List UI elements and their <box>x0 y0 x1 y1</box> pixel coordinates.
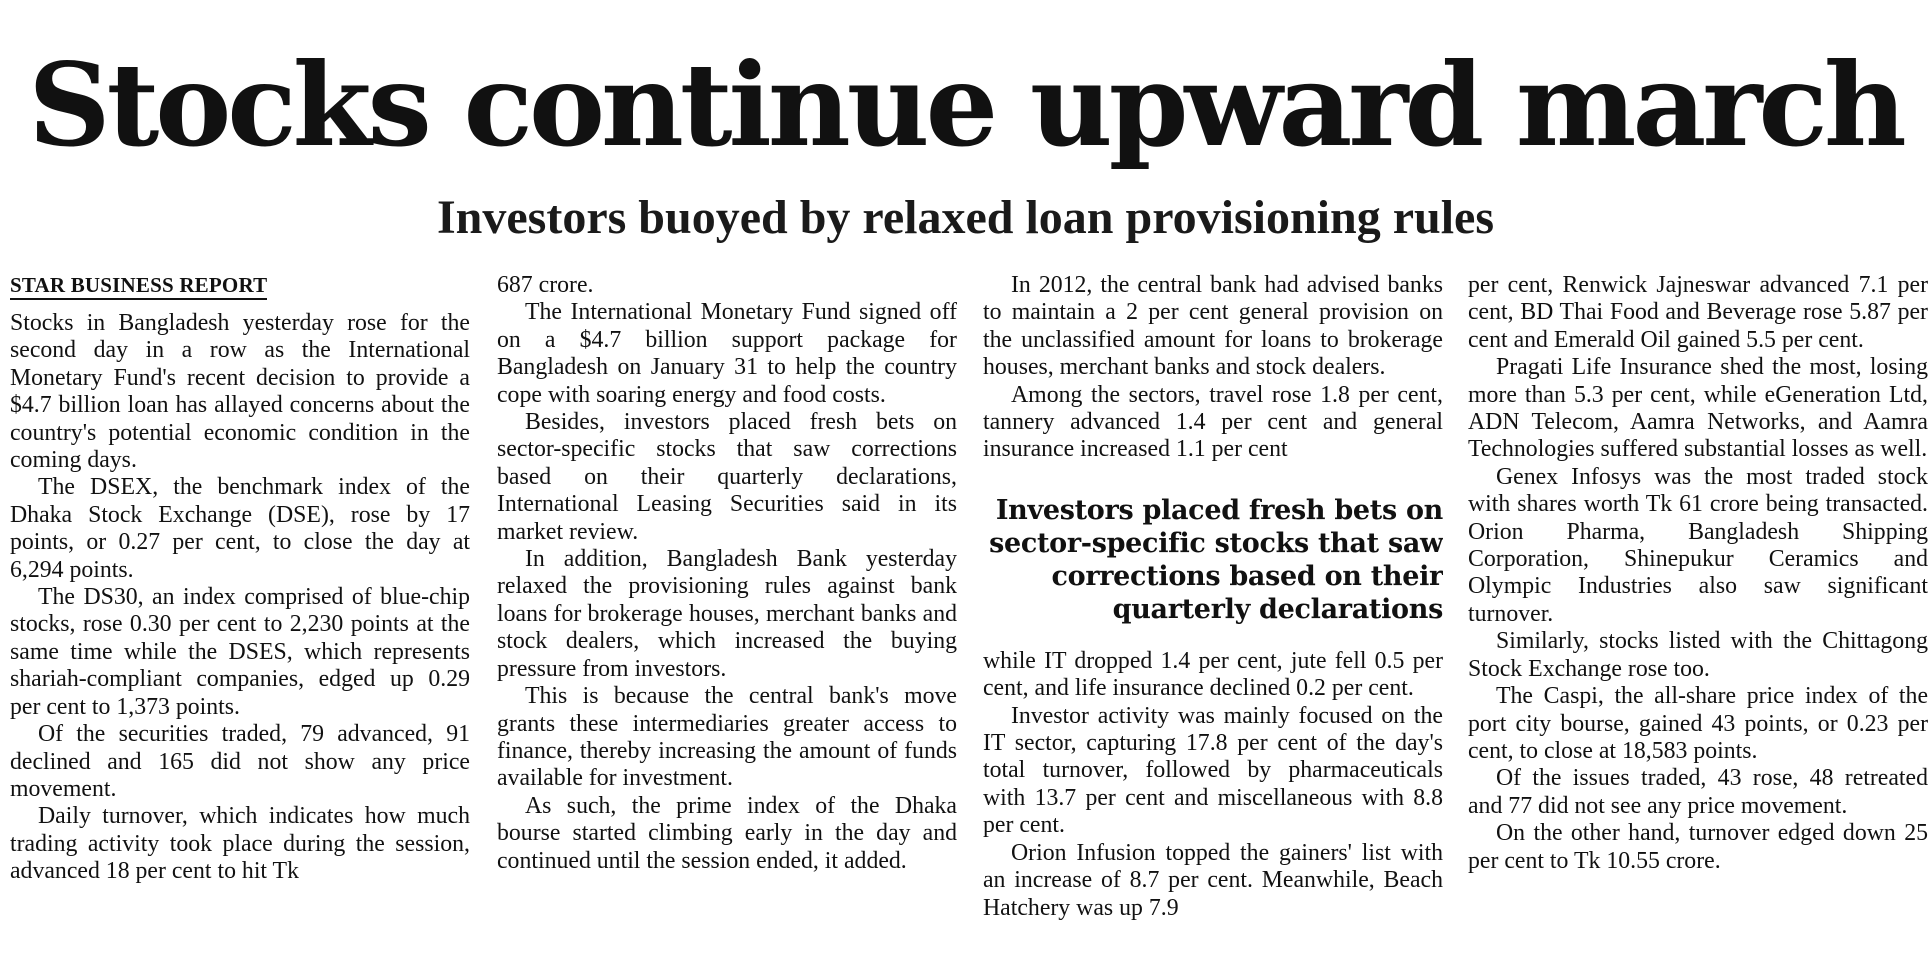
paragraph: In addition, Bangladesh Bank yesterday relaxed the provisioning rules against bank loans for brokerage houses, merchant banks and stock dealers, which increased the buying pressure from investors. <box>497 546 957 682</box>
paragraph: Of the securities traded, 79 advanced, 91 declined and 165 did not show any price movement. <box>10 721 470 802</box>
paragraph: The DS30, an index comprised of blue-chip stocks, rose 0.30 per cent to 2,230 points at the same time while the DSES, which represents shariah-compliant companies, edged up 0.29 per cent to 1,373 points. <box>10 584 470 720</box>
paragraph: Pragati Life Insurance shed the most, losing more than 5.3 per cent, while eGeneration Ltd, ADN Telecom, Aamra Networks, and Aamra Technologies suffered substantial losses as well. <box>1468 354 1928 463</box>
paragraph: Of the issues traded, 43 rose, 48 retreated and 77 did not see any price movement. <box>1468 765 1928 819</box>
paragraph: Daily turnover, which indicates how much trading activity took place during the session, advanced 18 per cent to hit Tk <box>10 803 470 885</box>
paragraph: The International Monetary Fund signed off on a $4.7 billion support package for Bangladesh on January 31 to help the country cope with soaring energy and food costs. <box>497 299 957 408</box>
paragraph: Investor activity was mainly focused on the IT sector, capturing 17.8 per cent of the day's total turnover, followed by pharmaceuticals with 13.7 per cent and miscellaneous with 8.8 per cent. <box>983 702 1443 839</box>
paragraph: Genex Infosys was the most traded stock with shares worth Tk 61 crore being transacted. Orion Pharma, Bangladesh Shipping Corporation, Shinepukur Ceramics and Olympic Industries also saw significant turnover. <box>1468 463 1928 627</box>
paragraph: Among the sectors, travel rose 1.8 per cent, tannery advanced 1.4 per cent and general insurance increased 1.1 per cent <box>983 381 1443 463</box>
paragraph: On the other hand, turnover edged down 25 per cent to Tk 10.55 crore. <box>1468 820 1928 874</box>
paragraph: As such, the prime index of the Dhaka bourse started climbing early in the day and continued until the session ended, it added. <box>497 792 957 874</box>
paragraph: Besides, investors placed fresh bets on sector-specific stocks that saw corrections based on their quarterly declarations, International Leasing Securities said in its market review. <box>497 409 957 545</box>
paragraph: This is because the central bank's move grants these intermediaries greater access to finance, thereby increasing the amount of funds available for investment. <box>497 683 957 792</box>
paragraph-continued: 687 crore. <box>497 272 594 298</box>
paragraph: The DSEX, the benchmark index of the Dhaka Stock Exchange (DSE), rose by 17 points, or 0.27 per cent, to close the day at 6,294 points. <box>10 474 470 583</box>
paragraph: In 2012, the central bank had advised banks to maintain a 2 per cent general provision on the unclassified amount for loans to brokerage houses, merchant banks and stock dealers. <box>983 272 1443 381</box>
paragraph-continued: per cent, Renwick Jajneswar advanced 7.1 per cent, BD Thai Food and Beverage rose 5.87 per cent and Emerald Oil gained 5.5 per cent. <box>1468 272 1928 353</box>
paragraph: Stocks in Bangladesh yesterday rose for the second day in a row as the International Monetary Fund's recent decision to provide a $4.7 billion loan has allayed concerns about the country's potential economic condition in the coming days. <box>10 310 470 474</box>
article-column-4 <box>1468 272 1928 962</box>
article-column-3 <box>983 272 1443 962</box>
paragraph: Similarly, stocks listed with the Chittagong Stock Exchange rose too. <box>1468 628 1928 682</box>
paragraph: The Caspi, the all-share price index of the port city bourse, gained 43 points, or 0.23 per cent, to close at 18,583 points. <box>1468 683 1928 764</box>
paragraph-continued: while IT dropped 1.4 per cent, jute fell 0.5 per cent, and life insurance declined 0.2 per cent. <box>983 647 1443 702</box>
paragraph: Orion Infusion topped the gainers' list with an increase of 8.7 per cent. Meanwhile, Beach Hatchery was up 7.9 <box>983 839 1443 921</box>
article-column-2 <box>497 272 957 962</box>
headline: Stocks continue upward march <box>28 38 1903 172</box>
subheadline: Investors buoyed by relaxed loan provisioning rules <box>436 191 1495 244</box>
pull-quote: Investors placed fresh bets on sector-specific stocks that saw corrections based on their quarterly declarations <box>989 494 1443 625</box>
byline: STAR BUSINESS REPORT <box>10 272 267 300</box>
article-column-1 <box>10 272 470 962</box>
